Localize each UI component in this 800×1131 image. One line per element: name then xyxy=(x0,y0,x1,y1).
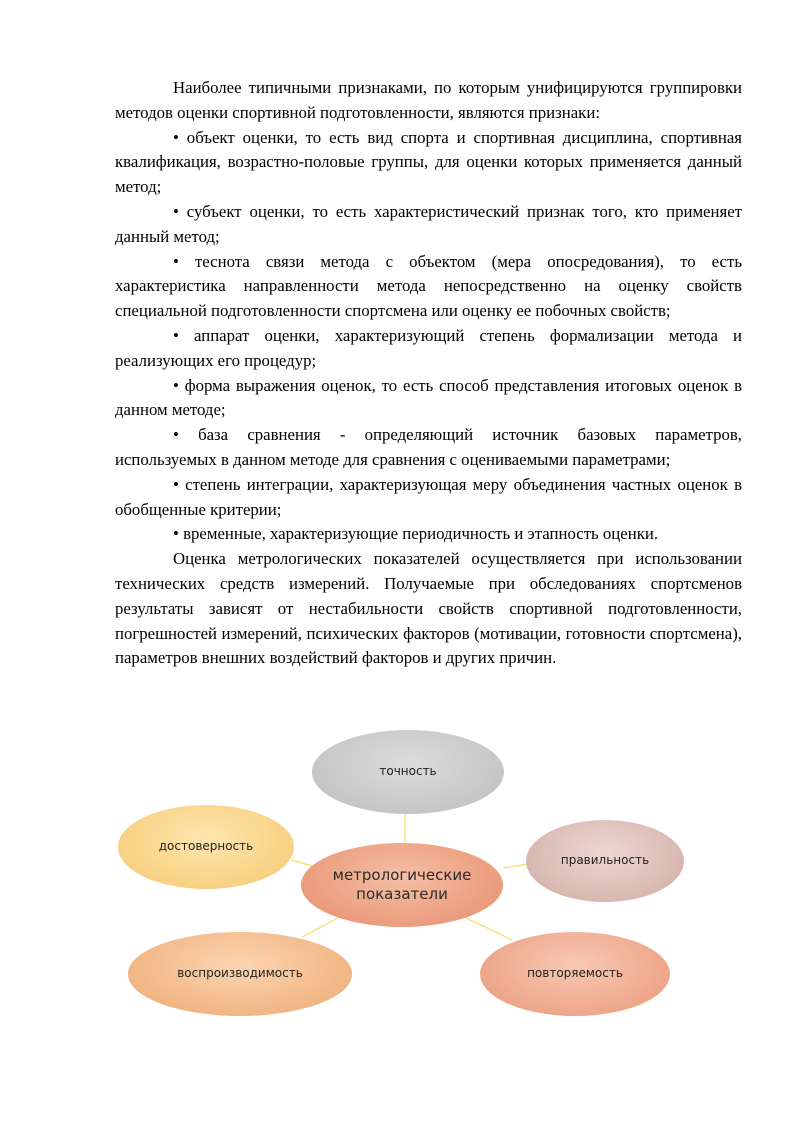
node-reproducibility-label: воспроизводимость xyxy=(177,966,303,981)
bullet-form: • форма выражения оценок, то есть способ представления итоговых оценок в данном методе; xyxy=(115,375,742,420)
paragraph-intro: Наиболее типичными признаками, по которым унифицируются группировки методов оценки спортивной подготовленности, являются признаки: xyxy=(115,78,742,122)
connector-bottom-right xyxy=(466,918,512,940)
paragraph-metrology: Оценка метрологических показателей осуществляется при использовании технических средств измерений. Получаемые при обследованиях спортсменов результаты зависят от нестабильности свойств спортивной подготовленности, погрешностей измерений, психических факторов (мотивации, готовности спортсмена), параметров внешних воздействий факторов и других причин. xyxy=(115,549,742,668)
bullet-apparatus: • аппарат оценки, характеризующий степень формализации метода и реализующих его процедур; xyxy=(115,325,742,370)
connector-right xyxy=(503,864,528,868)
node-correctness xyxy=(526,820,684,902)
bullet-integration: • степень интеграции, характеризующая меру объединения частных оценок в обобщенные критерии; xyxy=(115,474,742,519)
node-center-label: метрологические показатели xyxy=(332,865,472,903)
metrology-diagram xyxy=(0,730,800,1040)
node-correctness-label: правильность xyxy=(560,853,650,868)
node-metrological-indicators xyxy=(301,843,503,927)
document-body xyxy=(115,76,742,671)
bullet-temporal: • временные, характеризующие периодичность и этапность оценки. xyxy=(173,524,659,544)
bullet-subject: • субъект оценки, то есть характеристический признак того, кто применяет данный метод; xyxy=(115,201,742,246)
node-reliability xyxy=(118,805,294,889)
bullet-base: • база сравнения - определяющий источник базовых параметров, используемых в данном методе для сравнения с оцениваемыми параметрами; xyxy=(115,425,742,469)
node-accuracy xyxy=(312,730,504,814)
bullet-tightness: • теснота связи метода с объектом (мера опосредования), то есть характеристика направленности метода непосредственно на оценку свойств специальной подготовленности спортсмена или оценку ее побочных свойств; xyxy=(115,251,742,321)
connector-bottom-left xyxy=(302,918,338,937)
bullet-object: • объект оценки, то есть вид спорта и спортивная дисциплина, спортивная квалификация, возрастно-половые группы, для оценки которых применяется данный метод; xyxy=(115,127,742,197)
node-accuracy-label: точность xyxy=(379,764,437,779)
node-reliability-label: достоверность xyxy=(158,839,254,854)
node-repeatability-label: повторяемость xyxy=(527,966,623,981)
node-repeatability xyxy=(480,932,670,1016)
node-reproducibility xyxy=(128,932,352,1016)
